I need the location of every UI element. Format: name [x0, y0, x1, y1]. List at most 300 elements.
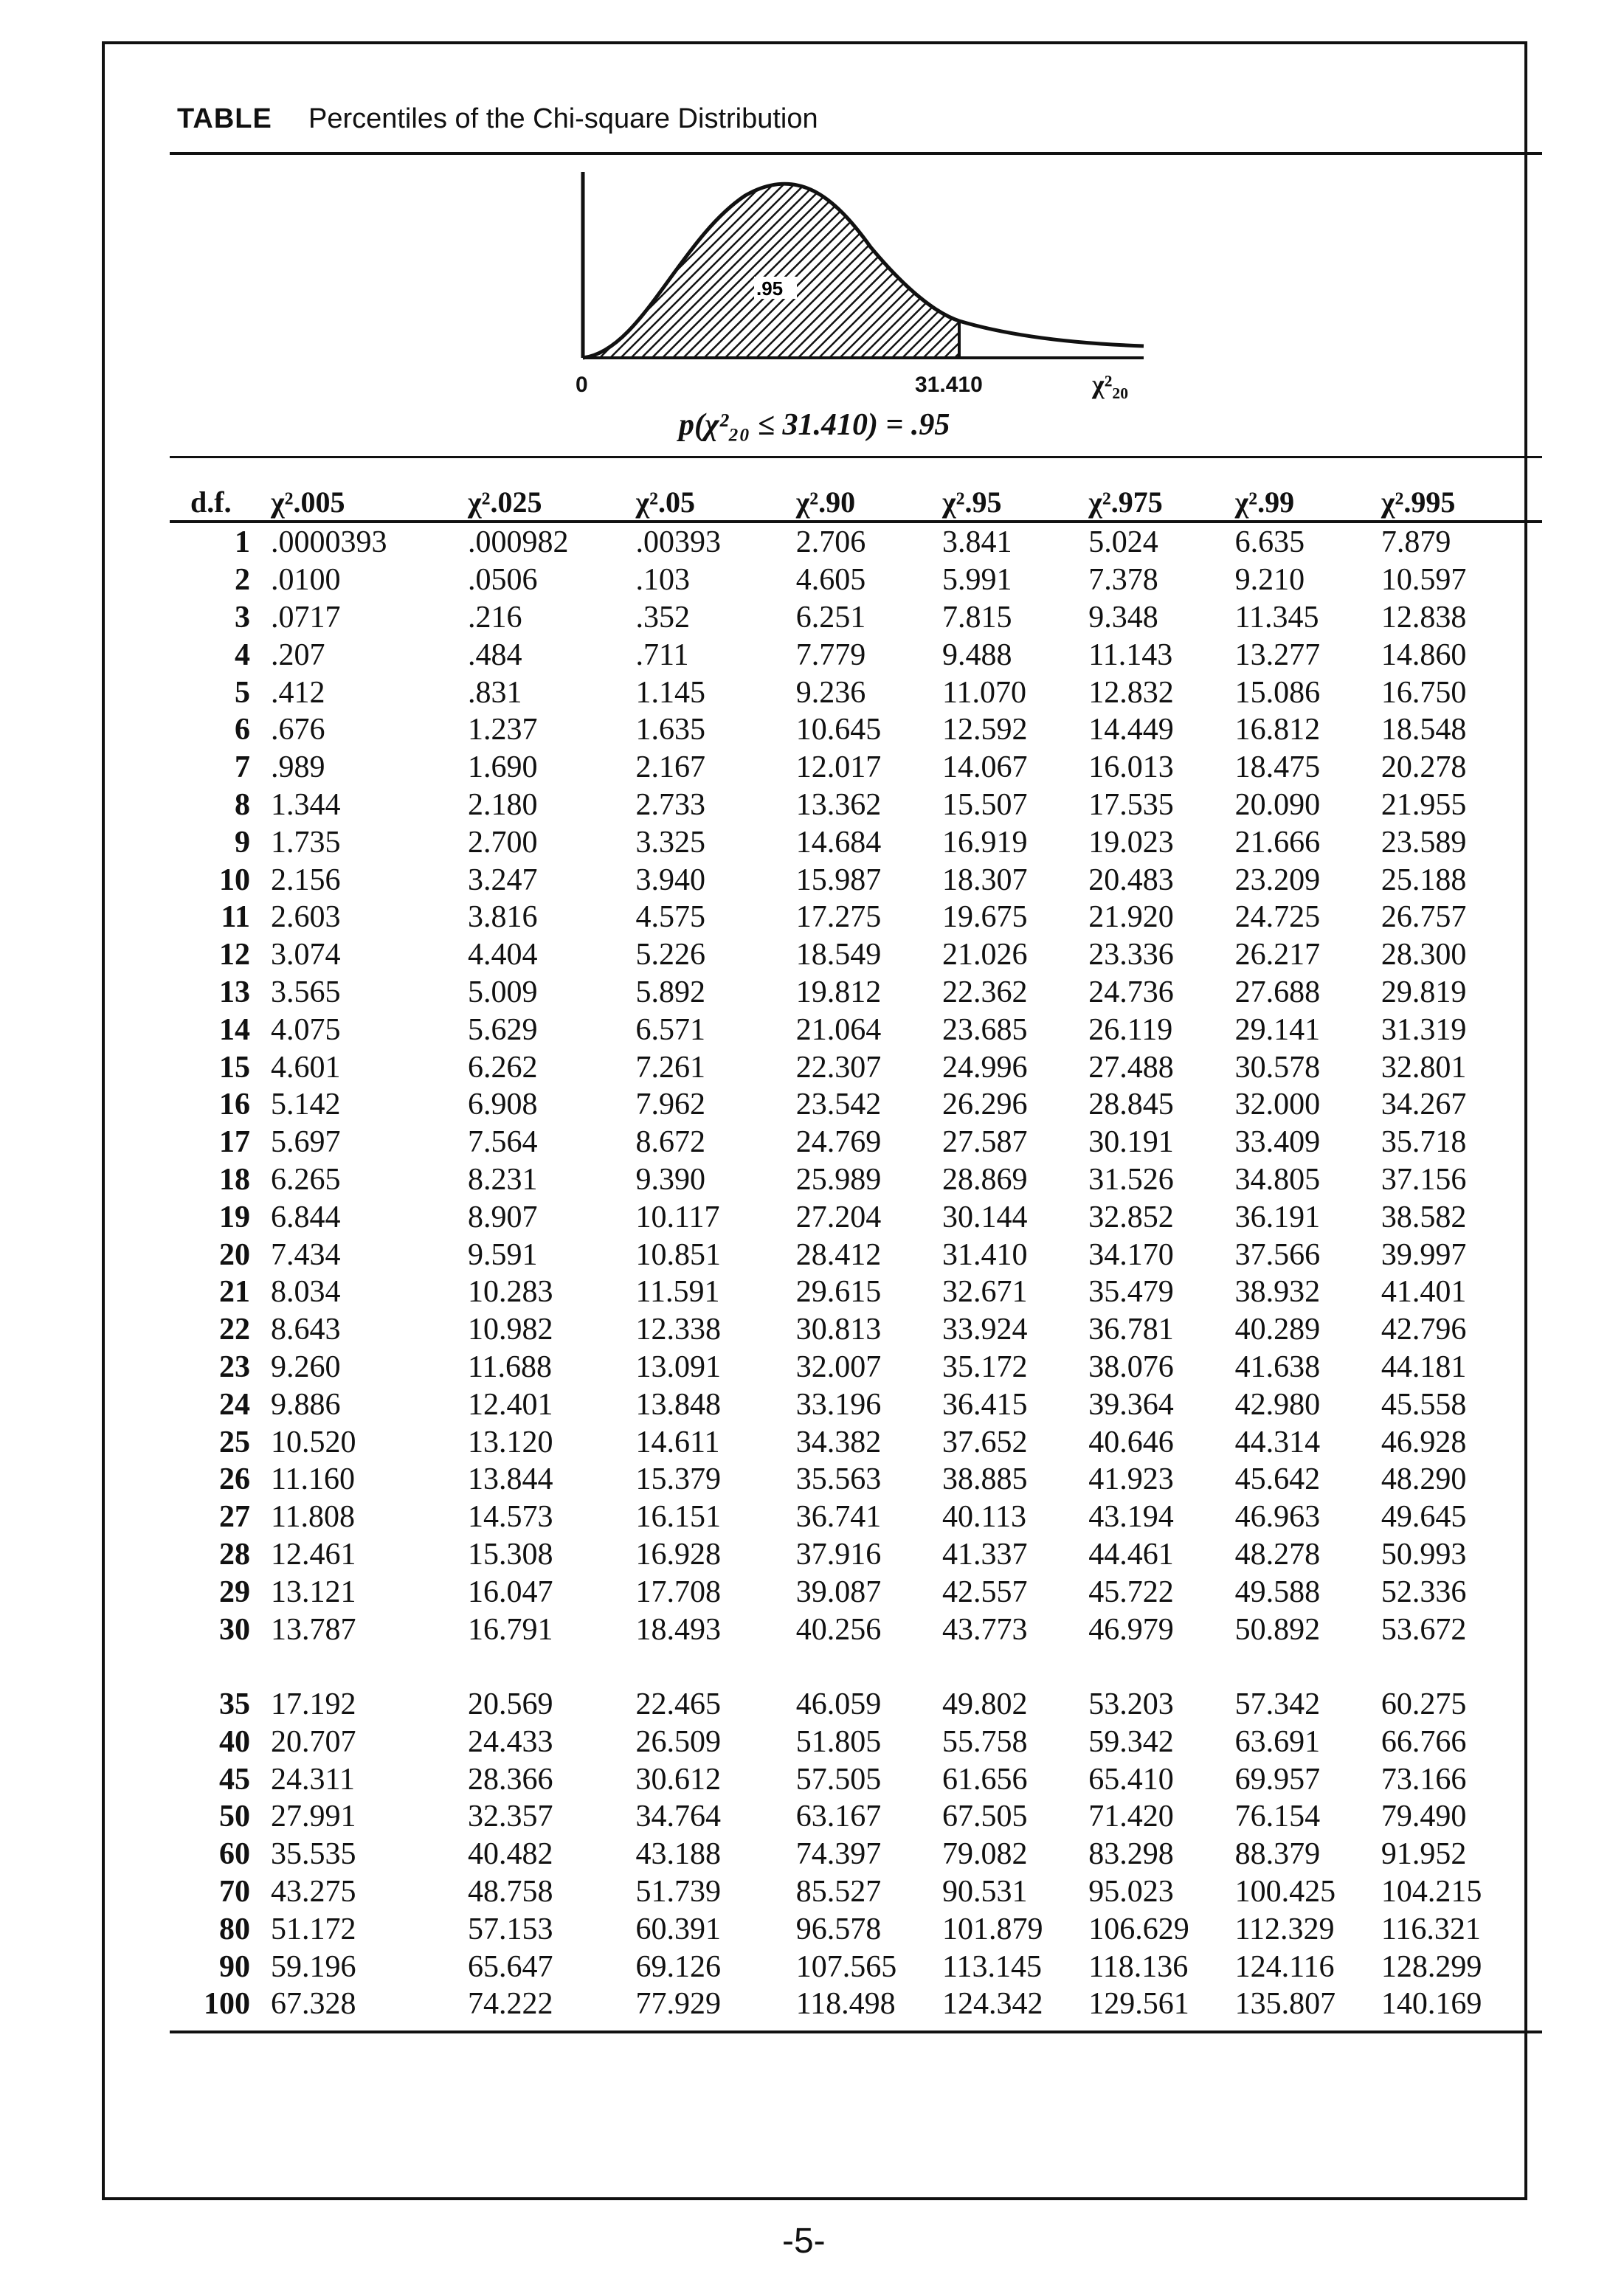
value-cell: .831 [468, 675, 522, 710]
value-cell: 61.656 [942, 1762, 1028, 1797]
value-cell: 8.672 [635, 1125, 705, 1160]
df-cell: 10 [219, 863, 250, 897]
value-cell: 13.121 [271, 1575, 356, 1609]
table-row [177, 1686, 1535, 1724]
value-cell: 19.812 [795, 975, 882, 1009]
table-row [177, 1048, 1535, 1086]
value-cell: 43.188 [635, 1837, 721, 1872]
value-cell: 48.278 [1234, 1537, 1321, 1572]
value-cell: 12.338 [635, 1313, 721, 1347]
value-cell: 10.520 [271, 1425, 356, 1459]
value-cell: 37.652 [942, 1425, 1028, 1459]
value-cell: 21.064 [795, 1012, 882, 1047]
value-cell: 46.928 [1381, 1425, 1467, 1459]
value-cell: 42.980 [1234, 1387, 1321, 1422]
value-cell: 43.194 [1088, 1500, 1174, 1535]
df-cell: 28 [219, 1537, 250, 1572]
value-cell: 3.074 [271, 938, 341, 972]
value-cell: 57.342 [1234, 1687, 1321, 1722]
value-cell: 65.647 [468, 1949, 553, 1984]
value-cell: 2.167 [635, 750, 705, 785]
value-cell: 31.410 [942, 1237, 1028, 1272]
value-cell: 44.181 [1381, 1349, 1467, 1384]
value-cell: 49.645 [1381, 1500, 1467, 1535]
value-cell: 3.325 [635, 825, 705, 860]
table-row [177, 1724, 1535, 1761]
value-cell: 79.490 [1381, 1800, 1467, 1834]
value-cell: 118.498 [795, 1987, 896, 2022]
value-cell: 25.989 [795, 1162, 882, 1197]
value-cell: .352 [635, 600, 690, 635]
value-cell: 2.156 [271, 863, 341, 897]
value-cell: 37.566 [1234, 1237, 1321, 1272]
value-cell: 2.180 [468, 787, 538, 822]
df-cell: 2 [235, 563, 250, 598]
value-cell: 35.563 [795, 1462, 882, 1497]
value-cell: .676 [271, 713, 325, 747]
df-cell: 45 [219, 1762, 250, 1797]
value-cell: 38.582 [1381, 1200, 1467, 1234]
value-cell: 46.963 [1234, 1500, 1321, 1535]
value-cell: 41.337 [942, 1537, 1028, 1572]
value-cell: 106.629 [1088, 1912, 1189, 1946]
df-cell: 50 [219, 1800, 250, 1834]
value-cell: .0000393 [271, 525, 387, 560]
table-row [177, 936, 1535, 974]
value-cell: 44.314 [1234, 1425, 1321, 1459]
value-cell: 100.425 [1234, 1875, 1336, 1909]
value-cell: 17.275 [795, 900, 882, 935]
value-cell: 9.390 [635, 1162, 705, 1197]
value-cell: 11.688 [468, 1349, 552, 1384]
value-cell: 33.409 [1234, 1125, 1321, 1160]
value-cell: 3.565 [271, 975, 341, 1009]
value-cell: 19.675 [942, 900, 1028, 935]
column-header-df: d.f. [190, 485, 232, 519]
df-cell: 7 [235, 750, 250, 785]
value-cell: 13.787 [271, 1612, 356, 1647]
value-cell: 101.879 [942, 1912, 1043, 1946]
value-cell: 13.120 [468, 1425, 553, 1459]
value-cell: 71.420 [1088, 1800, 1174, 1834]
value-cell: 4.404 [468, 938, 538, 972]
value-cell: 20.707 [271, 1724, 356, 1759]
table-row [177, 787, 1535, 824]
value-cell: 35.172 [942, 1349, 1028, 1384]
df-cell: 4 [235, 637, 250, 672]
table-row [177, 636, 1535, 674]
value-cell: 32.852 [1088, 1200, 1174, 1234]
value-cell: 30.578 [1234, 1050, 1321, 1085]
value-cell: 27.688 [1234, 975, 1321, 1009]
value-cell: 18.493 [635, 1612, 721, 1647]
column-header-4: χ².90 [795, 485, 856, 519]
value-cell: 25.188 [1381, 863, 1467, 897]
df-cell: 3 [235, 600, 250, 635]
df-cell: 19 [219, 1200, 250, 1234]
df-cell: 6 [235, 713, 250, 747]
table-row [177, 1536, 1535, 1574]
value-cell: 29.615 [795, 1275, 882, 1310]
title-label: TABLE [177, 103, 272, 134]
value-cell: 17.192 [271, 1687, 356, 1722]
column-header-6: χ².975 [1088, 485, 1163, 519]
column-header-8: χ².995 [1381, 485, 1456, 519]
value-cell: 15.507 [942, 787, 1028, 822]
value-cell: 20.483 [1088, 863, 1174, 897]
df-cell: 22 [219, 1313, 250, 1347]
value-cell: 32.000 [1234, 1088, 1321, 1122]
value-cell: 23.589 [1381, 825, 1467, 860]
value-cell: 7.261 [635, 1050, 705, 1085]
value-cell: 50.993 [1381, 1537, 1467, 1572]
value-cell: 51.739 [635, 1875, 721, 1909]
value-cell: 10.283 [468, 1275, 553, 1310]
value-cell: 9.210 [1234, 563, 1305, 598]
shaded-area-95 [583, 184, 959, 358]
table-top-rule [170, 456, 1542, 458]
table-row [177, 974, 1535, 1012]
value-cell: 33.196 [795, 1387, 882, 1422]
value-cell: 42.796 [1381, 1313, 1467, 1347]
value-cell: 112.329 [1234, 1912, 1335, 1946]
table-row [177, 1499, 1535, 1536]
value-cell: 11.160 [271, 1462, 355, 1497]
value-cell: 16.791 [468, 1612, 553, 1647]
value-cell: 13.091 [635, 1349, 721, 1384]
value-cell: 16.151 [635, 1500, 721, 1535]
value-cell: 43.773 [942, 1612, 1028, 1647]
value-cell: .207 [271, 637, 325, 672]
df-cell: 18 [219, 1162, 250, 1197]
value-cell: 6.908 [468, 1088, 538, 1122]
value-cell: 57.505 [795, 1762, 882, 1797]
value-cell: 41.923 [1088, 1462, 1174, 1497]
value-cell: 76.154 [1234, 1800, 1321, 1834]
value-cell: .711 [635, 637, 689, 672]
value-cell: 49.802 [942, 1687, 1028, 1722]
value-cell: 83.298 [1088, 1837, 1174, 1872]
value-cell: 34.382 [795, 1425, 882, 1459]
table-row [177, 1423, 1535, 1461]
value-cell: 27.991 [271, 1800, 356, 1834]
value-cell: 23.336 [1088, 938, 1174, 972]
value-cell: 10.851 [635, 1237, 721, 1272]
value-cell: 16.812 [1234, 713, 1321, 747]
value-cell: 77.929 [635, 1987, 721, 2022]
value-cell: 8.231 [468, 1162, 538, 1197]
value-cell: 45.558 [1381, 1387, 1467, 1422]
value-cell: 14.611 [635, 1425, 720, 1459]
table-body [177, 524, 1535, 2023]
value-cell: 5.991 [942, 563, 1012, 598]
table-row [177, 1611, 1535, 1648]
value-cell: 6.844 [271, 1200, 341, 1234]
df-cell: 90 [219, 1949, 250, 1984]
value-cell: 4.575 [635, 900, 705, 935]
df-cell: 9 [235, 825, 250, 860]
value-cell: 18.548 [1381, 713, 1467, 747]
value-cell: 12.017 [795, 750, 882, 785]
table-row [177, 1349, 1535, 1386]
value-cell: 66.766 [1381, 1724, 1467, 1759]
df-cell: 27 [219, 1500, 250, 1535]
value-cell: 28.412 [795, 1237, 882, 1272]
value-cell: 48.290 [1381, 1462, 1467, 1497]
value-cell: 124.342 [942, 1987, 1043, 2022]
value-cell: 9.488 [942, 637, 1012, 672]
column-header-3: χ².05 [635, 485, 695, 519]
value-cell: 34.170 [1088, 1237, 1174, 1272]
value-cell: 6.635 [1234, 525, 1305, 560]
value-cell: .216 [468, 600, 522, 635]
table-row [177, 749, 1535, 787]
value-cell: 1.237 [468, 713, 538, 747]
value-cell: 52.336 [1381, 1575, 1467, 1609]
value-cell: 6.265 [271, 1162, 341, 1197]
table-row [177, 823, 1535, 861]
value-cell: 1.635 [635, 713, 705, 747]
value-cell: 43.275 [271, 1875, 356, 1909]
table-row [177, 861, 1535, 899]
value-cell: 12.832 [1088, 675, 1174, 710]
value-cell: 22.465 [635, 1687, 721, 1722]
value-cell: 4.075 [271, 1012, 341, 1047]
value-cell: 26.296 [942, 1088, 1028, 1122]
value-cell: 24.725 [1234, 900, 1321, 935]
value-cell: 85.527 [795, 1875, 882, 1909]
value-cell: 23.209 [1234, 863, 1321, 897]
page-number: -5- [782, 2222, 826, 2261]
table-row [177, 711, 1535, 749]
value-cell: 11.070 [942, 675, 1026, 710]
df-cell: 24 [219, 1387, 250, 1422]
table-gap [177, 1648, 1535, 1686]
value-cell: 39.364 [1088, 1387, 1174, 1422]
value-cell: 14.449 [1088, 713, 1174, 747]
value-cell: 31.319 [1381, 1012, 1467, 1047]
value-cell: 63.691 [1234, 1724, 1321, 1759]
value-cell: 9.236 [795, 675, 866, 710]
value-cell: 15.379 [635, 1462, 721, 1497]
value-cell: 74.397 [795, 1837, 882, 1872]
value-cell: 95.023 [1088, 1875, 1174, 1909]
value-cell: 30.813 [795, 1313, 882, 1347]
value-cell: 16.919 [942, 825, 1028, 860]
value-cell: 74.222 [468, 1987, 553, 2022]
df-cell: 17 [219, 1125, 250, 1160]
value-cell: 53.672 [1381, 1612, 1467, 1647]
value-cell: 1.344 [271, 787, 341, 822]
value-cell: 2.603 [271, 900, 341, 935]
value-cell: 23.542 [795, 1088, 882, 1122]
value-cell: 14.573 [468, 1500, 553, 1535]
value-cell: 26.757 [1381, 900, 1467, 935]
value-cell: 37.916 [795, 1537, 882, 1572]
value-cell: 13.848 [635, 1387, 721, 1422]
origin-label: 0 [576, 373, 588, 397]
value-cell: 17.708 [635, 1575, 721, 1609]
value-cell: 55.758 [942, 1724, 1028, 1759]
value-cell: 5.892 [635, 975, 705, 1009]
value-cell: 12.838 [1381, 600, 1467, 635]
value-cell: 27.587 [942, 1125, 1028, 1160]
value-cell: 3.841 [942, 525, 1012, 560]
table-row [177, 1311, 1535, 1349]
value-cell: 3.247 [468, 863, 538, 897]
value-cell: 45.722 [1088, 1575, 1174, 1609]
value-cell: 21.920 [1088, 900, 1174, 935]
value-cell: 9.886 [271, 1387, 341, 1422]
table-row [177, 1461, 1535, 1499]
table-row [177, 1161, 1535, 1199]
value-cell: 7.564 [468, 1125, 538, 1160]
value-cell: 11.345 [1234, 600, 1319, 635]
value-cell: 4.605 [795, 563, 866, 598]
value-cell: 51.172 [271, 1912, 356, 1946]
value-cell: 24.996 [942, 1050, 1028, 1085]
value-cell: 20.569 [468, 1687, 553, 1722]
column-header-2: χ².025 [468, 485, 542, 519]
df-cell: 60 [219, 1837, 250, 1872]
value-cell: 13.844 [468, 1462, 553, 1497]
value-cell: 128.299 [1381, 1949, 1482, 1984]
value-cell: 14.684 [795, 825, 882, 860]
value-cell: 21.666 [1234, 825, 1321, 860]
value-cell: 1.690 [468, 750, 538, 785]
value-cell: 22.362 [942, 975, 1028, 1009]
value-cell: 96.578 [795, 1912, 882, 1946]
value-cell: 35.479 [1088, 1275, 1174, 1310]
value-cell: 3.816 [468, 900, 538, 935]
value-cell: 41.638 [1234, 1349, 1321, 1384]
value-cell: 15.987 [795, 863, 882, 897]
value-cell: 27.488 [1088, 1050, 1174, 1085]
column-header-1: χ².005 [271, 485, 345, 519]
value-cell: 13.277 [1234, 637, 1321, 672]
value-cell: 49.588 [1234, 1575, 1321, 1609]
table-row [177, 1011, 1535, 1048]
value-cell: 7.779 [795, 637, 866, 672]
value-cell: 140.169 [1381, 1987, 1482, 2022]
df-cell: 13 [219, 975, 250, 1009]
df-cell: 1 [235, 525, 250, 560]
value-cell: .484 [468, 637, 522, 672]
value-cell: 36.415 [942, 1387, 1028, 1422]
df-cell: 20 [219, 1237, 250, 1272]
value-cell: 69.957 [1234, 1762, 1321, 1797]
value-cell: 16.047 [468, 1575, 553, 1609]
value-cell: 7.879 [1381, 525, 1451, 560]
table-row [177, 1573, 1535, 1611]
df-cell: 5 [235, 675, 250, 710]
value-cell: .103 [635, 563, 690, 598]
value-cell: 2.733 [635, 787, 705, 822]
df-cell: 25 [219, 1425, 250, 1459]
value-cell: 60.391 [635, 1912, 721, 1946]
value-cell: 24.736 [1088, 975, 1174, 1009]
value-cell: 40.289 [1234, 1313, 1321, 1347]
df-cell: 14 [219, 1012, 250, 1047]
df-cell: 21 [219, 1275, 250, 1310]
value-cell: 129.561 [1088, 1987, 1189, 2022]
value-cell: 17.535 [1088, 787, 1174, 822]
value-cell: 41.401 [1381, 1275, 1467, 1310]
value-cell: .000982 [468, 525, 569, 560]
value-cell: 26.217 [1234, 938, 1321, 972]
value-cell: 19.023 [1088, 825, 1174, 860]
value-cell: 124.116 [1234, 1949, 1335, 1984]
critical-value-label: 31.410 [915, 373, 983, 397]
value-cell: 38.932 [1234, 1275, 1321, 1310]
value-cell: 32.671 [942, 1275, 1028, 1310]
value-cell: 6.571 [635, 1012, 705, 1047]
df-cell: 26 [219, 1462, 250, 1497]
value-cell: 15.308 [468, 1537, 553, 1572]
value-cell: .0717 [271, 600, 341, 635]
value-cell: 34.267 [1381, 1088, 1467, 1122]
value-cell: 10.117 [635, 1200, 720, 1234]
value-cell: 12.592 [942, 713, 1028, 747]
value-cell: 107.565 [795, 1949, 897, 1984]
value-cell: 5.009 [468, 975, 538, 1009]
value-cell: 40.646 [1088, 1425, 1174, 1459]
table-row [177, 1273, 1535, 1311]
value-cell: 48.758 [468, 1875, 553, 1909]
value-cell: .0506 [468, 563, 538, 598]
value-cell: 28.845 [1088, 1088, 1174, 1122]
value-cell: 12.461 [271, 1537, 356, 1572]
df-cell: 11 [221, 900, 250, 935]
value-cell: 6.262 [468, 1050, 538, 1085]
table-row [177, 1198, 1535, 1236]
value-cell: 24.311 [271, 1762, 355, 1797]
value-cell: 10.597 [1381, 563, 1467, 598]
table-row [177, 1086, 1535, 1124]
value-cell: 57.153 [468, 1912, 553, 1946]
value-cell: 88.379 [1234, 1837, 1321, 1872]
value-cell: 24.433 [468, 1724, 553, 1759]
value-cell: 16.928 [635, 1537, 721, 1572]
value-cell: 1.735 [271, 825, 341, 860]
value-cell: 36.781 [1088, 1313, 1174, 1347]
value-cell: 7.815 [942, 600, 1012, 635]
value-cell: 63.167 [795, 1800, 882, 1834]
value-cell: 12.401 [468, 1387, 553, 1422]
table-row [177, 1873, 1535, 1911]
value-cell: 29.141 [1234, 1012, 1321, 1047]
title-text: Percentiles of the Chi-square Distribution [308, 103, 818, 134]
area-label: .95 [756, 277, 784, 300]
value-cell: 20.090 [1234, 787, 1321, 822]
value-cell: .989 [271, 750, 325, 785]
value-cell: 37.156 [1381, 1162, 1467, 1197]
table-bottom-rule [170, 2030, 1542, 2033]
value-cell: 46.059 [795, 1687, 882, 1722]
value-cell: 90.531 [942, 1875, 1028, 1909]
value-cell: 104.215 [1381, 1875, 1482, 1909]
value-cell: 31.526 [1088, 1162, 1174, 1197]
value-cell: 16.013 [1088, 750, 1174, 785]
value-cell: 9.260 [271, 1349, 341, 1384]
value-cell: 38.076 [1088, 1349, 1174, 1384]
value-cell: 4.601 [271, 1050, 341, 1085]
value-cell: 23.685 [942, 1012, 1028, 1047]
value-cell: 45.642 [1234, 1462, 1321, 1497]
value-cell: 33.924 [942, 1313, 1028, 1347]
value-cell: 30.191 [1088, 1125, 1174, 1160]
value-cell: 51.805 [795, 1724, 882, 1759]
